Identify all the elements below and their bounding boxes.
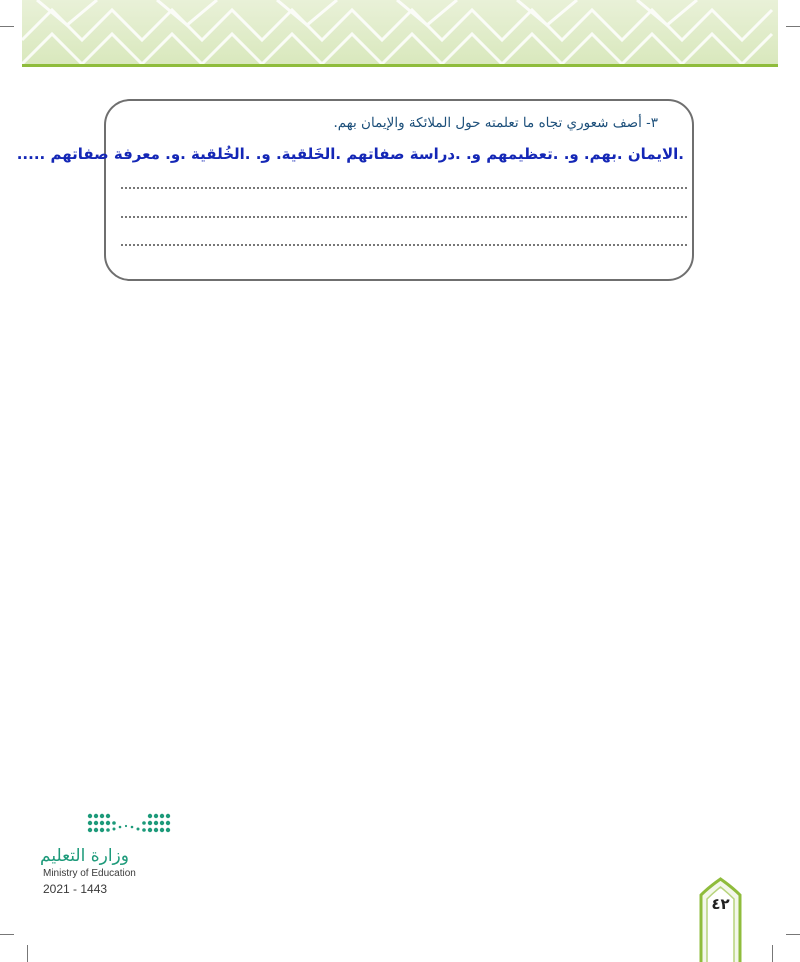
answer-line[interactable]	[120, 216, 688, 218]
page-number: ٤٢	[711, 895, 730, 913]
answer-card	[16, 99, 694, 281]
ministry-logo-icon	[40, 810, 180, 850]
header-pattern-band	[22, 0, 778, 64]
crop-mark	[786, 26, 800, 27]
crop-mark	[772, 945, 773, 962]
page-number-tab	[699, 877, 742, 962]
answer-text[interactable]: .الايمان .بهم. و. .تعظيمهم و. .دراسة صفاتهم .الخَلقية. و. .الخُلقية .و. معرفة صفاتهم .....	[16, 145, 684, 163]
answer-line[interactable]	[120, 244, 688, 246]
ministry-name-english: Ministry of Education	[43, 868, 136, 879]
crop-mark	[0, 934, 14, 935]
header-pattern	[22, 0, 778, 64]
question-text: ٣- أصف شعوري تجاه ما تعلمته حول الملائكة والإيمان بهم.	[333, 115, 658, 131]
crop-mark	[0, 26, 14, 27]
header-accent-line	[22, 64, 778, 67]
answer-line[interactable]	[120, 187, 688, 189]
ministry-year: 2021 - 1443	[43, 882, 108, 896]
ministry-name-arabic: وزارة التعليم	[40, 846, 129, 866]
crop-mark	[27, 945, 28, 962]
crop-mark	[786, 934, 800, 935]
